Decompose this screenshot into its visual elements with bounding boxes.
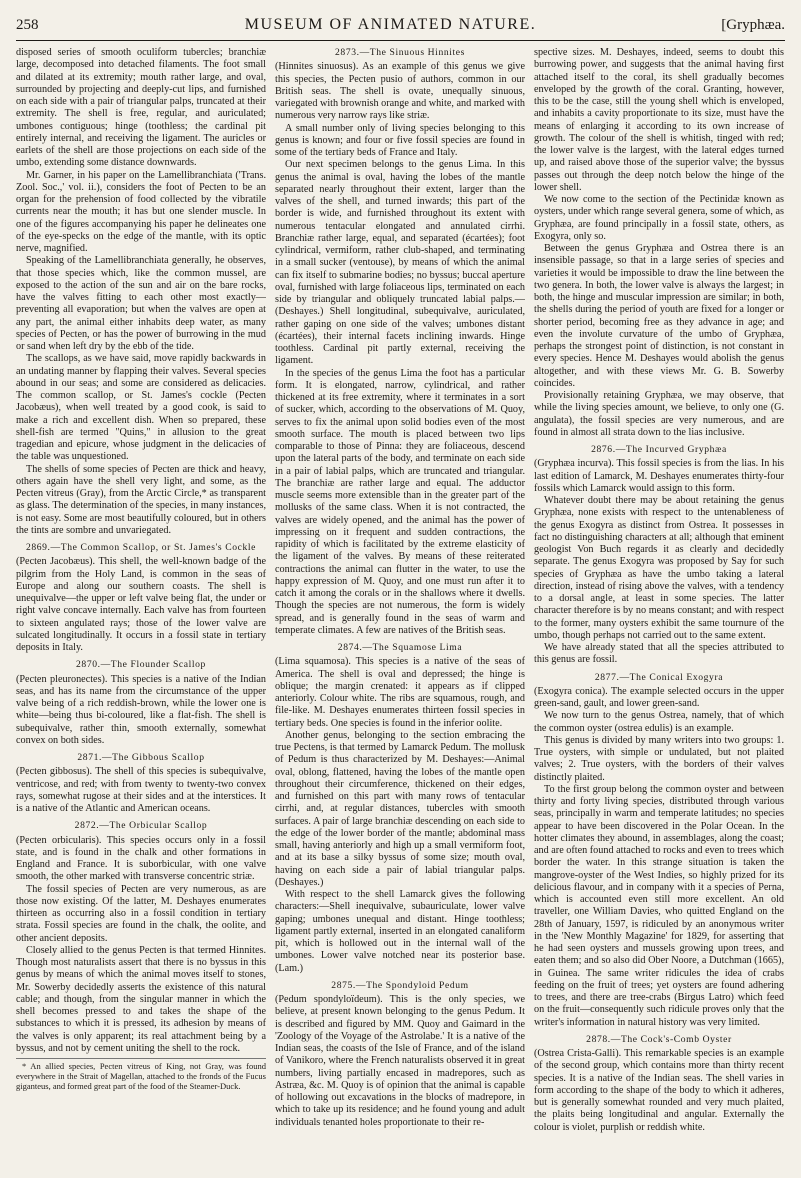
running-title: MUSEUM OF ANIMATED NATURE. (244, 16, 537, 33)
footnote-text: * An allied species, Pecten vitreus of King, not Gray, was found everywhere in the Strait of Magellan, attached to the fronds of the Fucus giganteus, and formed great part of the food of the Steamer-Duck. (16, 1061, 266, 1091)
paragraph: A small number only of living species belonging to this genus is known; and four or five fossil species are found in some of the tertiary beds of France and Italy. (275, 122, 525, 158)
paragraph: (Pecten Jacobæus). This shell, the well-known badge of the pilgrim from the Holy Land, is common in the seas of Europe and along our southern coasts. The shell is unequivalve—the upper or left valve being flat, the under or right valve concave internally. Each valve has from fourteen to sixteen angulated rays; those of the lower valve are sulcated longitudinally. It occurs in a fossil state in tertiary deposits in Italy. (16, 556, 266, 653)
paragraph: (Pecten gibbosus). The shell of this species is subequivalve, ventricose, and red; with from twenty to twenty-two convex rays, somewhat rugose at their sides and at the interstices. It is a native of the Atlantic and American oceans. (16, 766, 266, 814)
section-heading: 2869.—The Common Scallop, or St. James's Cockle (25, 542, 257, 553)
paragraph: (Lima squamosa). This species is a native of the seas of America. The shell is oval and depressed; the hinge is oblique; the margin crenated: it appears as if clipped anteriorly. Colour white. The ribs are squamous, rough, and file-like. M. Deshayes enumerates thirteen fossil species in tertiary beds. One species is found in the inferior oolite. (275, 656, 525, 729)
paragraph: This genus is divided by many writers into two groups: 1. True oysters, with simple or undulated, but not plaited valves; 2. True oysters, with the borders of their valves distinctly plaited. (534, 734, 784, 783)
paragraph: We now come to the section of the Pectinidæ known as oysters, under which range several genera, some of which, as Gryphæa, are found principally in a fossil state, others, as Exogyra, only so. (534, 194, 784, 242)
paragraph: Whatever doubt there may be about retaining the genus Gryphæa, none exists with respect to the untenableness of the genus Exogyra as distinct from Ostrea. It possesses in fact no distinguishing characters at all; although that eminent geologist Von Buch regards it as clearly and decidedly separate. The genus Exogyra was proposed by Say for such species of Gryphæa as have the umbo taking a lateral direction, instead of rising above the valves, with a tendency to a dorsal angle, at least in some species. The latter character therefore is by no means constant; and with respect to the former, many oysters exhibit the same tournure of the umbo, though perhaps not carried out to the same extent. (534, 495, 784, 641)
paragraph: (Pecten orbicularis). This species occurs only in a fossil state, and is found in the chalk and other formations in England and France. It is suborbicular, with one valve smooth, the other marked with transverse concentric striæ. (16, 834, 266, 883)
section-heading: 2873.—The Sinuous Hinnites (335, 47, 465, 58)
column-3 (534, 47, 784, 1167)
paragraph: Another genus, belonging to the section embracing the true Pectens, is that termed by Lamarck Pedum. The mollusk of Pedum is thus characterized by M. Deshayes:—Animal oval, oblong, flattened, having the lobes of the mantle open throughout their circumference, thickened on their edges, and furnished on this part with many rows of tentacular cirrhi, and, at regular distances, tubercles with smooth surfaces. A pair of large branchiæ descending on each side to the edge of the lower border of the mantle; abdominal mass small, having anteriorly and high up a small vermiform foot, and at its base a silky byssus of some size; mouth oval, having on each side a pair of labial triangular palps. (Deshayes.) (275, 729, 525, 888)
paragraph: disposed series of smooth oculiform tubercles; branchiæ large, decomposed into detached filaments. The foot small and dilated at its extremity; mouth rather large, and oval, surrounded by projecting and deeply-cut lips, and furnished on each side with a pair of triangular palps, truncated at their extremity. The shell is free, regular, and auriculated; umbones contiguous; hinge (toothless; the cardinal pit entirely internal, and receiving the ligament. The auricles or earlets of the shell are those projections on each side of the umbo, extending some distance downwards. (16, 47, 266, 169)
paragraph: Speaking of the Lamellibranchiata generally, he observes, that those species which, like the common mussel, are exposed to the action of the sun and air on the bare rocks, have the valves fitting to each other most exactly—preventing all evaporation; but when the valves are open at any part, the animal either inhabits deep water, as many species of Pecten, or has the power of burrowing in the mud or sand when left dry by the ebb of the tide. (16, 255, 266, 352)
paragraph: To the first group belong the common oyster and between thirty and forty living species, distributed through various seas, principally in warm and temperate latitudes; no species appear to have been discovered in the Polar Ocean. In the hotter climates they abound, in assemblages, along the coast; and are often found attached to rocks and even to trees which border the water. In this strange situation is taken the mangrove-oyster of the West Indies, so highly prized for its delicious flavour, and in company with it a species of Perna, which is accounted even still more excellent. An old traveller, one William Davies, who quitted England on the 28th of January, 1597, is ridiculed by an anonymous writer in the 'New Monthly Magazine' for 1829, for asserting that he had seen oysters and mussels growing upon trees, and eaten them; and so also did Ober Noore, a Dutchman (1665), in Guinea. The same writer ridicules the idea of crabs feeding on the fruit of trees; yet oysters are found adhering to trees, and there are tree-crabs (Birgus Latro) which feed on the fruit—consequently such ridicule proves only that the writer's information in natural history was very limited. (534, 783, 784, 1028)
paragraph: We have already stated that all the species attributed to this genus are fossil. (534, 642, 784, 666)
section-heading: 2870.—The Flounder Scallop (76, 659, 206, 671)
paragraph: Our next specimen belongs to the genus Lima. In this genus the animal is oval, having the lobes of the mantle separated nearly throughout their extent, larger than the valves of the shell, and turned inwards; this part of the border is wide, and furnished throughout its extent with numerous tentacular elongated and annulated cirrhi. Branchiæ rather large, equal, and separated (écartées); foot cylindrical, vermiform, rather club-shaped, and terminating in a small sucker (ventouse), by means of which the animal can fix itself to submarine bodies; no byssus; buccal aperture oval, furnished with large foliaceous lips, terminated on each side by triangular and obliquely truncated labial palps.—(Deshayes.) Shell longitudinal, subequivalve, auriculated, rather gaping on one side of the valves; umbones distant (écartées), their internal facets inclining inwards. Hinge toothless. Cardinal pit partly external, receiving the ligament. (275, 159, 525, 367)
paragraph: Between the genus Gryphæa and Ostrea there is an insensible passage, so that in a large series of species and varieties it would be impossible to draw the line between the two genera. In both, the lower valve is always the largest; in both, the hinge and muscular impression are similar; in both, the shells during the period of youth are fixed for a longer or shorter period, becoming free as they advance in age; and even the involute curvature of the umbo of Gryphæa, perhaps the strongest point of distinction, is not constant in every species. Hence M. Deshayes would abolish the genus altogether, and with these views Mr. G. B. Sowerby coincides. (534, 243, 784, 389)
paragraph: (Ostrea Crista-Galli). This remarkable species is an example of the second group, which contains more than thirty recent species. It is a native of the Indian seas. The shell varies in form according to the shape of the body to which it adheres, but is generally somewhat rounded and very much plaited, the plaits being longitudinal and angular. Externally the colour is violet, purplish or reddish white. (534, 1048, 784, 1133)
paragraph: (Gryphæa incurva). This fossil species is from the lias. In his last edition of Lamarck, M. Deshayes enumerates thirty-four fossils which Lamarck would assign to this form. (534, 458, 784, 494)
section-heading: 2877.—The Conical Exogyra (594, 671, 724, 683)
paragraph: The fossil species of Pecten are very numerous, as are those now existing. Of the latter, M. Deshayes enumerates thirteen as occurring also in a fossil condition in tertiary strata. Fossil species are found in the chalk, the oolite, and other ancient deposits. (16, 883, 266, 944)
paragraph: (Pedum spondyloïdeum). This is the only species, we believe, at present known belonging to the genus Pedum. It is described and figured by MM. Quoy and Gaimard in the 'Zoology of the Voyage of the Astrolabe.' It is a native of the Indian seas, the coasts of the Isle of France, and of the island of Vanikoro, where the French naturalists observed it in great numbers, living partially encased in madrepores, such as Astræa, &c. M. Quoy is of opinion that the animal is capable of hollowing out excavations in the blocks of madrepore, in which to take up its residence; and he found young and adult individuals tenanted holes proportionate to their re- (275, 994, 525, 1128)
paragraph: We now turn to the genus Ostrea, namely, that of which the common oyster (ostrea edulis) is an example. (534, 710, 784, 734)
paragraph: In the species of the genus Lima the foot has a particular form. It is elongated, narrow, cylindrical, and rather thickened at its free extremity, where it terminates in a sort of sucker, which, according to the observations of M. Quoy, serves to fix the animal upon solid bodies even of the most smooth surface. The mouth is placed between two lips comparable to those of Pinna: they are foliaceous, descend upon the lateral parts of the body, and terminate on each side in a pair of labial palps, which are truncated and triangular. The branchiæ are rather large and equal. The adductor muscle seems more extensible than in the greater part of the mollusks of the same class. When it is not contracted, the valves are widely opened, and the animal has the power of impressing on it frequent and sudden contractions, the rapidity of which is facilitated by the extreme elasticity of the ligament of the valves. By means of these reiterated contractions the animal can flutter in the water, to use the happy expression of M. Quoy, and one must run after it to catch it among the corals or in the shallows where it dwells. Though the species are not numerous, the form is widely spread, and is generally found in the seas of warm and temperate climates. A few are natives of the British seas. (275, 367, 525, 636)
paragraph: (Pecten pleuronectes). This species is a native of the Indian seas, and has its name from the circumstance of the upper valve being of a rich reddish-brown, while the lower one is white—being thus bi-coloured, like a flat-fish. The shell is subequivalve, rather thin, smooth externally, somewhat convex on both sides. (16, 673, 266, 746)
section-heading: 2878.—The Cock's-Comb Oyster (586, 1033, 732, 1045)
paragraph: Mr. Garner, in his paper on the Lamellibranchiata ('Trans. Zool. Soc.,' vol. ii.), considers the foot of Pecten to be an organ for the prehension of food collected by the vibratile currents near the mouth; it has but one slender muscle. In one of the figures accompanying his paper he delineates one of the eye-specks on the edge of the mantle, with its optic nerve, magnified. (16, 169, 266, 254)
paragraph: Closely allied to the genus Pecten is that termed Hinnites. Though most naturalists assert that there is no byssus in this genus by means of which the animal moves itself to stones, Mr. Sowerby decidedly asserts the existence of this natural cable; and though, from the singular manner in which the shell becomes pressed to and takes the shape of the substances to which it is pressed, its adhesion by means of the valves is only apparent; its real attachment being by a byssus, and not by cement uniting the shell to the rock. (16, 944, 266, 1054)
text-columns (16, 47, 785, 1167)
section-heading: 2872.—The Orbicular Scallop (74, 820, 208, 832)
section-heading: 2876.—The Incurved Gryphæa (591, 444, 727, 455)
paragraph: The scallops, as we have said, move rapidly backwards in an undating manner by flapping their valves. Several species abound in our seas; and some are considered as delicacies. The common scallop, or St. James's cockle (Pecten Jacobæus), when well treated by a good cook, is said to make a rich and excellent dish. When so prepared, these shell-fish are termed "Quins," in allusion to the great tragedian and epicure, whose judgment in the delicacies of the table was unquestioned. (16, 353, 266, 463)
section-heading: 2875.—The Spondyloid Pedum (331, 979, 469, 991)
column-2 (275, 47, 525, 1167)
paragraph: With respect to the shell Lamarck gives the following characters:—Shell inequivalve, subauriculate, lower valve gaping; umbones unequal and distant. Hinge toothless; ligament partly external, inserted in an elongated canaliform pit, which is hollowed out in the internal wall of the umbones. Lower valve notched near its posterior base. (Lam.) (275, 889, 525, 974)
paragraph: spective sizes. M. Deshayes, indeed, seems to doubt this burrowing power, and suggests that the animal having first attached itself to the coral, its shell gradually becomes enveloped by the growth of the coral. Granting, however, this to be the case, still the young shell which is enveloped, and inhabits a cavity proportionate to its size, must have the means of enlarging it according to its own increase of growth. The colour of the shell is whitish, tinged with red; the lower valve is the largest, with the lateral edges turned up, and raised above those of the superior valve; the byssus passes out through the deep notch below the hinge of the lower shell. (534, 47, 784, 193)
paragraph: The shells of some species of Pecten are thick and heavy, others again have the shell very light, and some, as the Pecten vitreus (Gray), from the Arctic Circle,* as transparent as glass. The determination of the species, in many instances, is not easy. Some are most beautifully coloured, but in others the tints are sombre and unvariegated. (16, 463, 266, 536)
section-heading: 2874.—The Squamose Lima (337, 642, 463, 653)
page-number: 258 (16, 17, 39, 33)
column-1 (16, 47, 266, 1167)
section-heading: 2871.—The Gibbous Scallop (77, 752, 205, 763)
running-header (16, 16, 785, 41)
paragraph: (Hinnites sinuosus). As an example of this genus we give this species, the Pecten pusio of authors, common in our British seas. The shell is ovate, unequally sinuous, variegated with brownish orange and white, and marked with numerous very narrow rays like striæ. (275, 61, 525, 122)
footnote (16, 1058, 266, 1091)
section-label: [Gryphæa. (721, 17, 785, 33)
paragraph: Provisionally retaining Gryphæa, we may observe, that while the living species amount, we believe, to only one (G. angulata), the fossil species are very numerous, and are found in almost all strata down to the lias inclusive. (534, 390, 784, 438)
paragraph: (Exogyra conica). The example selected occurs in the upper green-sand, gault, and lower green-sand. (534, 685, 784, 709)
